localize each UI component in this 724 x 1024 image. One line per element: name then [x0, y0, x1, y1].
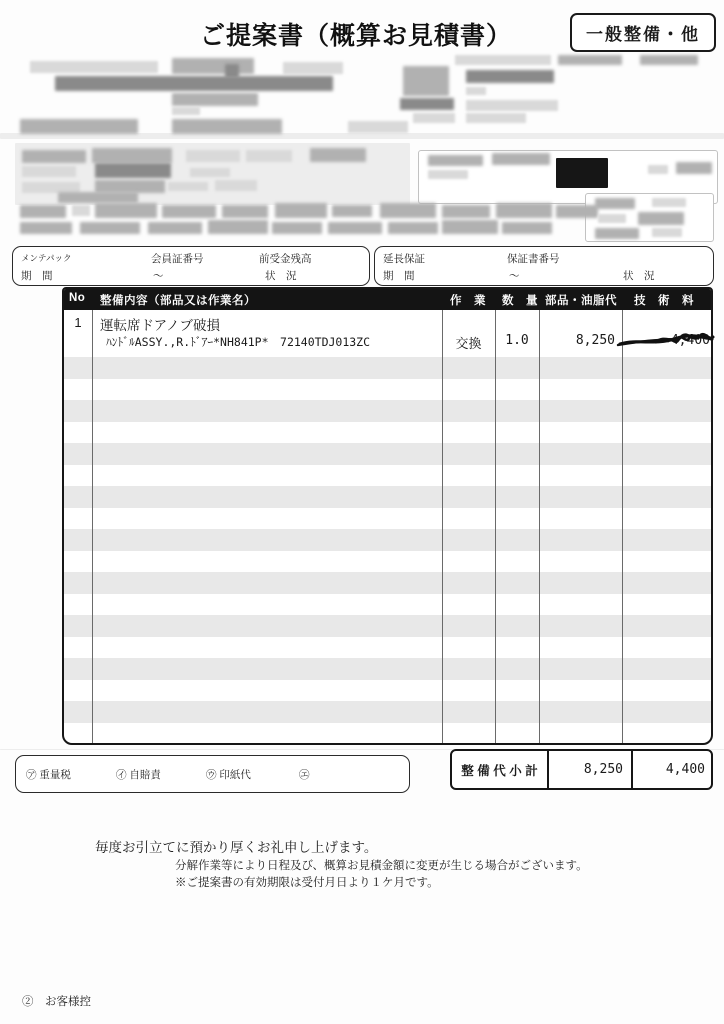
warranty-tilde: ～ — [509, 270, 520, 282]
page-title: ご提案書（概算お見積書） — [200, 22, 513, 50]
redacted-block — [95, 163, 171, 178]
redacted-block — [466, 87, 486, 95]
redacted-block — [598, 214, 626, 223]
redacted-block — [92, 148, 172, 163]
redacted-block — [58, 192, 138, 203]
warranty-box — [374, 246, 714, 286]
subtotal-box — [450, 749, 713, 790]
warranty-name-label: 延長保証 — [383, 253, 425, 265]
subtotal-labor: 4,400 — [665, 762, 705, 777]
redacted-block — [496, 203, 552, 218]
advance-balance-label: 前受金残高 — [259, 253, 312, 265]
redacted-block — [652, 228, 682, 237]
redacted-block — [640, 55, 698, 65]
redacted-block — [492, 153, 550, 165]
col-header-work: 作 業 — [450, 295, 486, 307]
redacted-block — [20, 205, 66, 218]
redacted-block — [168, 182, 208, 191]
redacted-block — [148, 222, 202, 234]
column-divider — [495, 310, 496, 743]
redacted-block — [413, 113, 455, 123]
row-content-line2: ﾊﾝﾄﾞﾙASSY.,R.ﾄﾞｱｰ*NH841P* 72140TDJ013ZC — [106, 335, 371, 349]
column-divider — [92, 310, 93, 743]
redacted-block — [162, 205, 216, 218]
membership-box — [12, 246, 370, 286]
redacted-block — [466, 100, 558, 111]
redacted-block — [380, 203, 436, 218]
redacted-block — [442, 220, 498, 234]
redacted-block — [348, 121, 408, 133]
category-badge: 一般整備・他 — [570, 13, 716, 52]
member-no-label: 会員証番号 — [151, 253, 204, 265]
redacted-block — [400, 98, 454, 110]
col-header-qty: 数 量 — [502, 295, 538, 307]
col-header-content: 整備内容（部品又は作業名） — [100, 295, 256, 307]
tax-item-liability: ㋑ 自賠責 — [116, 769, 161, 781]
membership-period-label: 期 間 — [21, 270, 53, 282]
redacted-block — [186, 150, 240, 162]
redacted-block — [80, 222, 140, 234]
subtotal-label: 整 備 代 小 計 — [461, 763, 538, 778]
redacted-block — [246, 150, 292, 162]
tax-item-stamp: ㋒ 印紙代 — [206, 769, 251, 781]
redacted-block — [190, 168, 230, 177]
table-header-row — [64, 289, 711, 310]
redacted-block — [310, 148, 366, 162]
redacted-block — [22, 150, 86, 163]
redacted-block — [208, 220, 268, 234]
disclaimer-note: 分解作業等により日程及び、概算お見積金額に変更が生じる場合がございます。 — [175, 860, 588, 872]
redacted-block — [272, 222, 322, 234]
redacted-block — [648, 165, 668, 174]
warranty-period-label: 期 間 — [383, 270, 415, 282]
redacted-block — [558, 55, 622, 65]
column-divider — [442, 310, 443, 743]
validity-note: ※ご提案書の有効期限は受付月日より１ケ月です。 — [175, 877, 439, 889]
redacted-block — [215, 180, 257, 191]
row-parts-cost: 8,250 — [575, 333, 615, 348]
col-header-labor: 技 術 料 — [634, 295, 694, 307]
tax-item-weight: ㋐ 重量税 — [26, 769, 71, 781]
column-divider — [622, 310, 623, 743]
redacted-block — [676, 162, 712, 174]
redacted-block — [502, 222, 552, 234]
redacted-block — [95, 203, 157, 218]
redacted-block — [428, 170, 468, 179]
redacted-block — [466, 70, 554, 83]
redacted-block — [403, 66, 449, 96]
row-content-line1: 運転席ドアノブ破損 — [100, 318, 221, 333]
tax-items-box — [15, 755, 410, 793]
redacted-block — [388, 222, 438, 234]
row-work: 交換 — [455, 336, 482, 351]
redacted-block — [20, 119, 138, 134]
copy-designation: ② お客様控 — [22, 996, 91, 1008]
redacted-block — [275, 203, 327, 218]
redacted-block — [428, 155, 483, 166]
scan-stripe-artifacts — [64, 357, 711, 743]
redacted-block — [20, 222, 72, 234]
membership-tilde: ～ — [153, 270, 164, 282]
row-labor-cost: 4,400 — [670, 333, 710, 348]
redacted-block — [332, 205, 372, 217]
redacted-block — [595, 198, 635, 209]
redacted-block — [172, 119, 282, 134]
redacted-block — [172, 107, 200, 115]
redacted-block — [466, 113, 526, 123]
redacted-block — [72, 205, 90, 216]
column-divider — [539, 310, 540, 743]
redacted-block — [172, 58, 254, 74]
thanks-note: 毎度お引立てに預かり厚くお礼申し上げます。 — [95, 840, 378, 855]
redacted-block — [556, 158, 608, 188]
redacted-block — [638, 212, 684, 225]
redacted-block — [55, 76, 333, 91]
redacted-block — [283, 62, 343, 74]
warranty-cert-no-label: 保証書番号 — [507, 253, 560, 265]
redacted-block — [455, 55, 551, 65]
redacted-block — [556, 205, 598, 218]
tax-item-e: ㋓ — [299, 769, 310, 781]
membership-name-label: メンテパック — [21, 253, 72, 263]
redacted-block — [172, 93, 258, 106]
row-qty: 1.0 — [505, 333, 529, 348]
redacted-block — [328, 222, 382, 234]
redacted-block — [222, 205, 268, 218]
col-header-no: No — [69, 292, 86, 304]
redacted-block — [595, 228, 639, 239]
estimate-table — [62, 287, 713, 745]
col-header-parts: 部品・油脂代 — [545, 295, 617, 307]
subtotal-parts: 8,250 — [583, 762, 623, 777]
warranty-status-label: 状 況 — [623, 270, 655, 282]
row-no: 1 — [74, 315, 82, 330]
redacted-block — [22, 166, 76, 177]
redacted-block — [442, 205, 490, 218]
membership-status-label: 状 況 — [265, 270, 297, 282]
redacted-block — [652, 198, 686, 207]
redacted-block — [30, 61, 158, 73]
